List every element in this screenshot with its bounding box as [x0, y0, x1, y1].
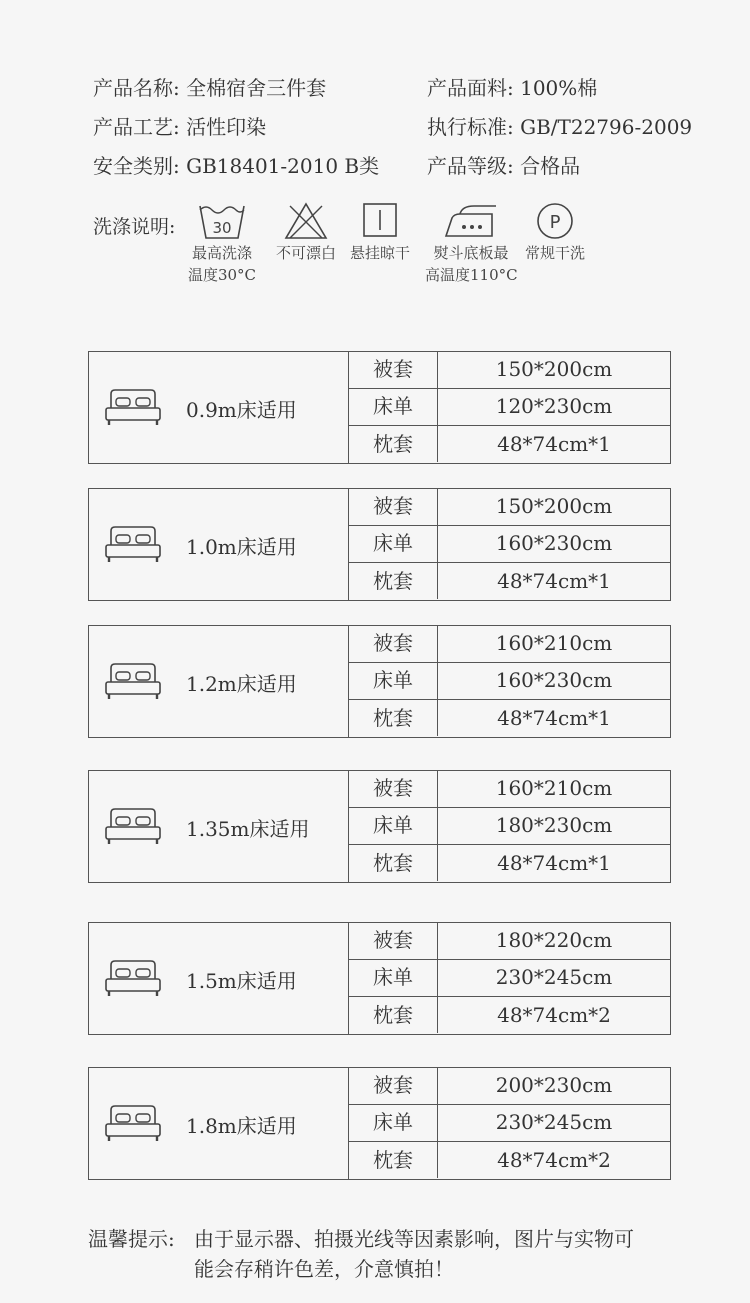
table-row: [349, 389, 670, 426]
notice-body: [194, 1224, 674, 1284]
size-table: [88, 488, 671, 601]
wash-caption: 高温度110°C: [425, 266, 518, 284]
spec-label: 安全类别:: [93, 154, 180, 178]
table-row: [349, 663, 670, 700]
table-row: [349, 997, 670, 1033]
item-name: 床单: [349, 960, 438, 996]
table-row: [349, 526, 670, 563]
item-size: 200*230cm: [495, 1073, 613, 1097]
item-name: 床单: [349, 1105, 438, 1141]
wash-caption: 不可漂白: [275, 244, 336, 262]
size-table: [88, 770, 671, 883]
item-size: 48*74cm*2: [497, 1148, 611, 1172]
spec-value: 全棉宿舍三件套: [186, 76, 327, 100]
wash-30-icon: [196, 200, 248, 242]
wash-item-iron: [425, 200, 517, 286]
wash-caption: 温度30°C: [187, 266, 257, 284]
item-size: 48*74cm*1: [497, 706, 611, 730]
spec-value: 合格品: [520, 154, 581, 178]
item-size: 48*74cm*1: [497, 432, 611, 456]
item-size: 230*245cm: [495, 1110, 613, 1134]
spec-label: 产品工艺:: [93, 115, 180, 139]
wash-30-symbol: 30: [212, 219, 232, 237]
item-name: 枕套: [349, 563, 438, 599]
spec-label: 执行标准:: [427, 115, 514, 139]
notice-line: 由于显示器、拍摄光线等因素影响，图片与实物可: [194, 1227, 634, 1251]
table-row: [349, 700, 670, 736]
bed-size-label: 1.35m床适用: [186, 817, 310, 841]
item-size: 160*210cm: [495, 776, 613, 800]
spec-label: 产品名称:: [93, 76, 180, 100]
item-size: 48*74cm*1: [497, 851, 611, 875]
item-name: 被套: [349, 626, 438, 662]
item-size: 230*245cm: [495, 965, 613, 989]
bed-size-label: 0.9m床适用: [186, 398, 297, 422]
item-size: 120*230cm: [495, 394, 613, 418]
item-name: 被套: [349, 923, 438, 959]
spec-name: [93, 72, 326, 101]
item-name: 被套: [349, 1068, 438, 1104]
item-size: 48*74cm*1: [497, 569, 611, 593]
wash-caption: 悬挂晾干: [349, 244, 410, 262]
wash-item-hang-dry: [344, 200, 416, 264]
spec-label: 产品等级:: [427, 154, 514, 178]
item-size: 150*200cm: [495, 494, 613, 518]
table-row: [349, 489, 670, 526]
spec-label: 产品面料:: [427, 76, 514, 100]
item-name: 枕套: [349, 1142, 438, 1178]
bed-size-label: 1.0m床适用: [186, 535, 297, 559]
spec-grade: [427, 150, 580, 179]
wash-caption: 最高洗涤: [191, 244, 252, 262]
notice-label: 温馨提示:: [88, 1227, 175, 1251]
table-row: [349, 771, 670, 808]
item-size: 160*230cm: [495, 668, 613, 692]
table-row: [349, 426, 670, 462]
iron-icon: [440, 200, 502, 242]
bed-icon: [103, 660, 163, 702]
spec-safety: [93, 150, 379, 179]
bed-size-label: 1.5m床适用: [186, 969, 297, 993]
bed-cell: [89, 626, 349, 737]
item-name: 枕套: [349, 845, 438, 881]
item-name: 床单: [349, 526, 438, 562]
bed-icon: [103, 957, 163, 999]
bed-cell: [89, 771, 349, 882]
wash-title: 洗涤说明:: [93, 216, 176, 238]
hang-dry-icon: [354, 200, 406, 242]
wash-item-no-bleach: [270, 200, 342, 264]
notice-line: 能会存稍许色差，介意慎拍！: [194, 1257, 454, 1281]
bed-icon: [103, 386, 163, 428]
spec-value: 活性印染: [186, 115, 267, 139]
bed-cell: [89, 1068, 349, 1179]
table-row: [349, 845, 670, 881]
bed-icon: [103, 1102, 163, 1144]
wash-caption: 熨斗底板最: [433, 244, 509, 262]
size-table: [88, 625, 671, 738]
item-size: 160*210cm: [495, 631, 613, 655]
bed-size-label: 1.8m床适用: [186, 1114, 297, 1138]
no-bleach-icon: [280, 200, 332, 242]
wash-caption: 常规干洗: [524, 244, 585, 262]
spec-standard: [427, 111, 692, 140]
bed-size-label: 1.2m床适用: [186, 672, 297, 696]
spec-value: GB18401-2010 B类: [186, 154, 380, 178]
bed-cell: [89, 489, 349, 600]
table-row: [349, 1142, 670, 1178]
bed-icon: [103, 523, 163, 565]
dry-clean-symbol: P: [549, 212, 561, 233]
item-name: 床单: [349, 663, 438, 699]
table-row: [349, 1068, 670, 1105]
item-name: 被套: [349, 771, 438, 807]
dry-clean-icon: [529, 200, 581, 242]
item-size: 48*74cm*2: [497, 1003, 611, 1027]
item-size: 160*230cm: [495, 531, 613, 555]
spec-value: GB/T22796-2009: [520, 115, 693, 139]
item-name: 床单: [349, 389, 438, 425]
table-row: [349, 626, 670, 663]
item-size: 180*230cm: [495, 813, 613, 837]
table-row: [349, 960, 670, 997]
bed-icon: [103, 805, 163, 847]
item-size: 150*200cm: [495, 357, 613, 381]
table-row: [349, 352, 670, 389]
size-table: [88, 922, 671, 1035]
table-row: [349, 1105, 670, 1142]
item-name: 被套: [349, 489, 438, 525]
item-size: 180*220cm: [495, 928, 613, 952]
item-name: 被套: [349, 352, 438, 388]
size-table: [88, 351, 671, 464]
spec-process: [93, 111, 266, 140]
item-name: 枕套: [349, 997, 438, 1033]
wash-item-30: [186, 200, 258, 286]
item-name: 枕套: [349, 426, 438, 462]
spec-fabric: [427, 72, 597, 101]
spec-value: 100%棉: [520, 76, 598, 100]
bed-cell: [89, 923, 349, 1034]
table-row: [349, 923, 670, 960]
item-name: 床单: [349, 808, 438, 844]
table-row: [349, 563, 670, 599]
bed-cell: [89, 352, 349, 463]
wash-item-dry-clean: [519, 200, 591, 264]
size-table: [88, 1067, 671, 1180]
item-name: 枕套: [349, 700, 438, 736]
table-row: [349, 808, 670, 845]
